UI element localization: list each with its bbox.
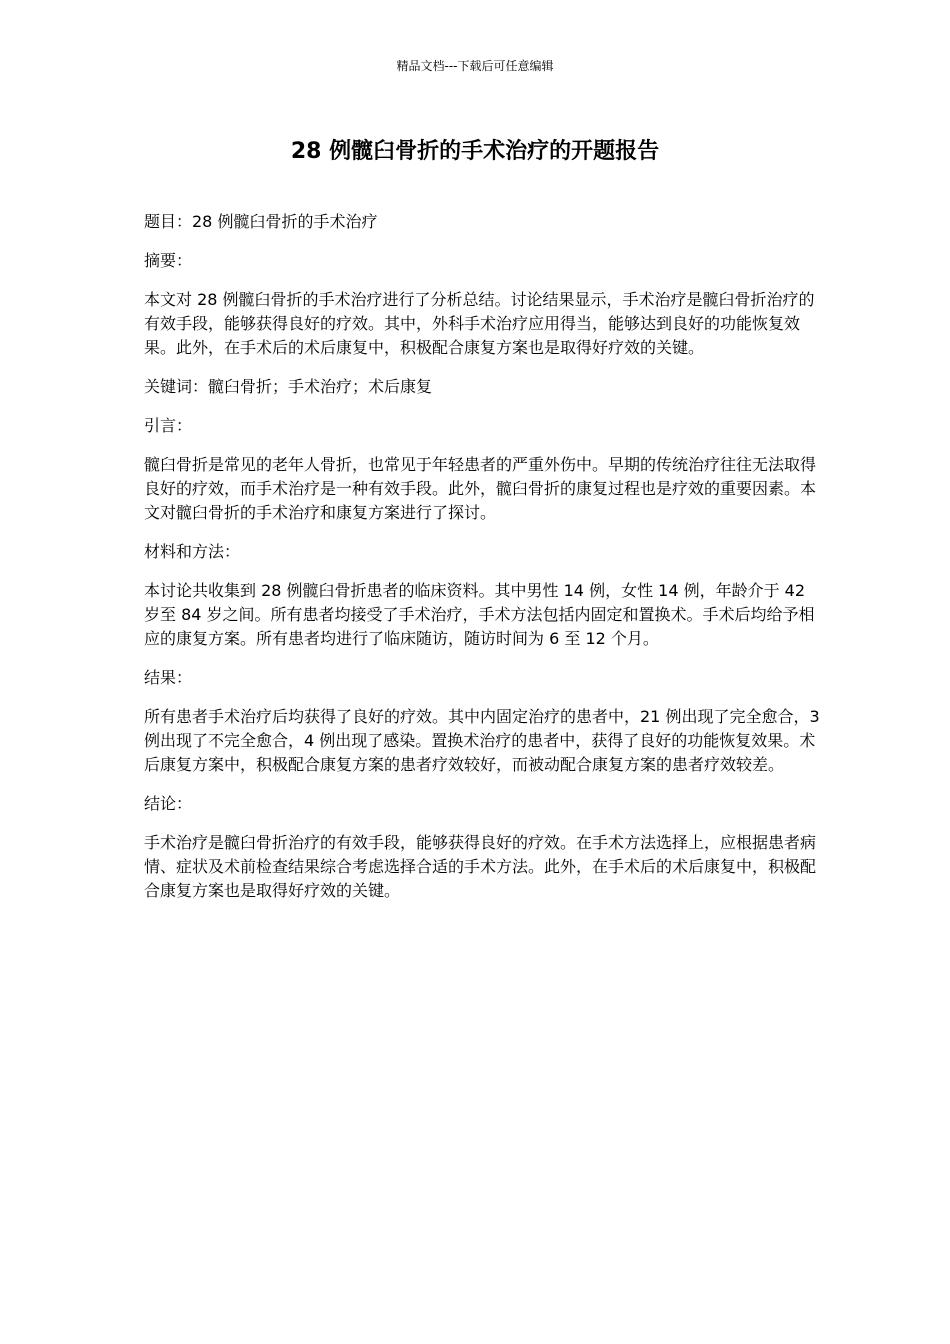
intro-paragraph: 髋臼骨折是常见的老年人骨折，也常见于年轻患者的严重外伤中。早期的传统治疗往往无法取得良好的疗效，而手术治疗是一种有效手段。此外，髋臼骨折的康复过程也是疗效的重要因素。本文对髋臼骨折的手术治疗和康复方案进行了探讨。 bbox=[144, 455, 817, 522]
header-note: 精品文档---下载后可任意编辑 bbox=[396, 59, 554, 73]
intro-heading: 引言： bbox=[144, 416, 193, 435]
document-body bbox=[144, 210, 824, 918]
results-paragraph: 所有患者手术治疗后均获得了良好的疗效。其中内固定治疗的患者中，21 例出现了完全愈合，3 例出现了不完全愈合，4 例出现了感染。置换术治疗的患者中，获得了良好的功能恢复效果。术后康复方案中，积极配合康复方案的患者疗效较好，而被动配合康复方案的患者疗效较差。 bbox=[144, 707, 820, 774]
results-heading: 结果： bbox=[144, 668, 193, 687]
methods-heading: 材料和方法： bbox=[144, 542, 241, 561]
document-title: 28 例髋臼骨折的手术治疗的开题报告 bbox=[290, 139, 660, 164]
conclusion-heading: 结论： bbox=[144, 794, 193, 813]
conclusion-paragraph: 手术治疗是髋臼骨折治疗的有效手段，能够获得良好的疗效。在手术方法选择上，应根据患者病情、症状及术前检查结果综合考虑选择合适的手术方法。此外，在手术后的术后康复中，积极配合康复方案也是取得好疗效的关键。 bbox=[144, 833, 817, 900]
methods-paragraph: 本讨论共收集到 28 例髋臼骨折患者的临床资料。其中男性 14 例，女性 14 例，年龄介于 42 岁至 84 岁之间。所有患者均接受了手术治疗，手术方法包括内固定和置换术。手术后均给予相应的康复方案。所有患者均进行了临床随访，随访时间为 6 至 12 个月。 bbox=[144, 581, 815, 648]
abstract-heading: 摘要： bbox=[144, 251, 193, 270]
keywords-line: 关键词：髋臼骨折；手术治疗；术后康复 bbox=[144, 377, 433, 396]
abstract-paragraph: 本文对 28 例髋臼骨折的手术治疗进行了分析总结。讨论结果显示，手术治疗是髋臼骨折治疗的有效手段，能够获得良好的疗效。其中，外科手术治疗应用得当，能够达到良好的功能恢复效果。此外，在手术后的术后康复中，积极配合康复方案也是取得好疗效的关键。 bbox=[144, 290, 815, 357]
topic-line: 题目：28 例髋臼骨折的手术治疗 bbox=[144, 212, 378, 231]
